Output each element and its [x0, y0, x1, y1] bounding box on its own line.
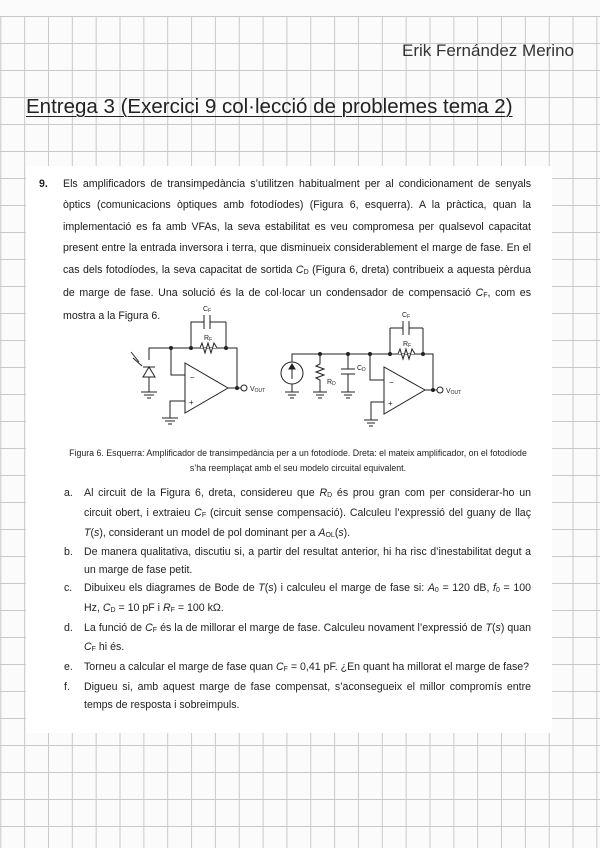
svg-text:RF: RF [204, 335, 213, 343]
subquestion-label: b. [64, 546, 73, 559]
left-circuit [131, 306, 265, 424]
wire [170, 401, 185, 418]
svg-text:RD: RD [327, 379, 336, 387]
vout-terminal [437, 387, 443, 393]
math-variable: $C_F$ [145, 621, 157, 634]
math-variable: $R_F$ [162, 601, 175, 614]
math-variable: $A_0$ [427, 581, 439, 594]
svg-text:VOUT: VOUT [446, 388, 462, 396]
subquestion-text: De manera qualitativa, discutiu si, a partir del resultat anterior, hi ha risc d’inestabilitat degut a un marge de fase petit. [84, 546, 531, 577]
math-variable: T [485, 621, 492, 634]
subquestion-label: c. [64, 581, 73, 594]
figure-caption-text: Esquerra: Amplificador de transimpedància per a un fotodíode. Dreta: el mateix amplificador, on el fotodíode s’ha reemplaçat amb el seu modelo circuital equivalent. [103, 448, 527, 473]
right-circuit [281, 312, 461, 426]
subquestion-text: Digueu si, amb aquest marge de fase compensat, s’aconsegueix el millor compromís entre temps de resposta i sobreimpuls. [84, 680, 531, 711]
math-variable: $R_D$ [319, 487, 333, 499]
svg-text:CF: CF [203, 306, 212, 314]
math-variable: $f_0$ [493, 581, 500, 594]
subquestion-text: La funció de $C_F$ és la de millorar el marge de fase. Calculeu novament l’expressió de T(s) quan $C_F$ hi és. [84, 621, 531, 654]
math-variable: $C_F$ [84, 641, 96, 654]
math-variable: $C_F$ [194, 506, 207, 519]
math-variable: $C_F$ [475, 287, 488, 300]
figure-6-circuits [100, 298, 520, 443]
svg-text:−: − [190, 373, 195, 382]
math-variable: T [258, 581, 265, 594]
wire [171, 348, 185, 375]
math-variable: T [84, 526, 91, 539]
svg-text:−: − [389, 378, 394, 387]
math-variable: $A_{OL}$ [318, 526, 335, 539]
svg-text:+: + [189, 398, 194, 407]
subquestion-b [64, 544, 531, 580]
ground-icon [162, 418, 178, 424]
subquestion-label: d. [64, 621, 73, 634]
photodiode-icon [143, 367, 155, 377]
subquestion-text: Dibuixeu els diagrames de Bode de T(s) i calculeu el marge de fase si: $A_0 = 120$ dB, $f_0 = 100$ Hz, $C_D = 10$ pF i $R_F = 100$ kΩ. [84, 581, 531, 614]
subquestion-list [64, 485, 531, 715]
resistor-rf [200, 343, 217, 353]
ground-icon [364, 420, 378, 426]
math-variable: s [495, 621, 501, 634]
subquestion-d [64, 620, 531, 660]
math-variable: s [338, 526, 344, 539]
ground-icon [313, 392, 327, 398]
ground-icon [141, 392, 157, 398]
subquestion-c [64, 580, 531, 620]
figure-caption-label: Figura 6. [69, 448, 104, 458]
problem-statement: Els amplificadors de transimpedància s’utilitzen habitualment per al condicionament de senyals òptics (comunicacions òptiques amb fotodíodes) (Figura 6, esquerra). A la pràctica, quan la implementació es fa amb VFAs, la seva estabilitat es veu compromesa per qualsevol capacitat present entre la entrada inversora i terra, que disminueix considerablement el marge de fase. En el cas dels fotodíodes, la seva capacitat de sortida $C_D$ (Figura 6, dreta) contribueix a aquesta pèrdua de marge de fase. Una solució és la de col·locar un condensador de compensació $C_F$, com es mostra a la Figura 6. [63, 178, 531, 323]
resistor-rf [398, 349, 415, 359]
resistor-rd [316, 354, 324, 392]
subquestion-label: f. [64, 680, 70, 693]
svg-text:CF: CF [402, 312, 411, 320]
subquestion-e [64, 659, 531, 679]
subquestion-label: a. [64, 487, 73, 499]
subquestion-label: e. [64, 661, 73, 674]
problem-number: 9. [39, 178, 48, 190]
math-variable: $C_D$ [102, 601, 116, 614]
svg-text:VOUT: VOUT [250, 386, 266, 394]
page-top-margin [0, 0, 600, 16]
ground-icon [285, 392, 299, 398]
svg-text:+: + [388, 399, 393, 408]
subquestion-text: Al circuit de la Figura 6, dreta, considereu que $R_D$ és prou gran com per considerar-ho un circuit obert, i extraieu $C_F$ (circuit sense compensació). Calculeu l’expressió del guany de llaç T(s), considerant un model de pol dominant per a $A_{OL}(s)$. [84, 487, 531, 539]
svg-text:CD: CD [357, 365, 366, 373]
math-variable: s [268, 581, 274, 594]
subquestion-f [64, 679, 531, 715]
math-variable: $C_F$ [275, 661, 288, 674]
author-name: Erik Fernández Merino [402, 41, 574, 60]
math-variable: s [94, 526, 100, 539]
subquestion-text: Torneu a calcular el marge de fase quan $C_F = 0,41$ pF. ¿En quant ha millorat el marge de fase? [84, 661, 530, 674]
page-title: Entrega 3 (Exercici 9 col·lecció de problemes tema 2) [26, 95, 513, 118]
math-variable: $C_D$ [295, 263, 309, 276]
subquestion-a [64, 485, 531, 544]
vout-terminal [241, 385, 247, 391]
figure-caption [60, 446, 536, 475]
svg-text:RF: RF [403, 341, 412, 349]
ground-icon [341, 392, 355, 398]
